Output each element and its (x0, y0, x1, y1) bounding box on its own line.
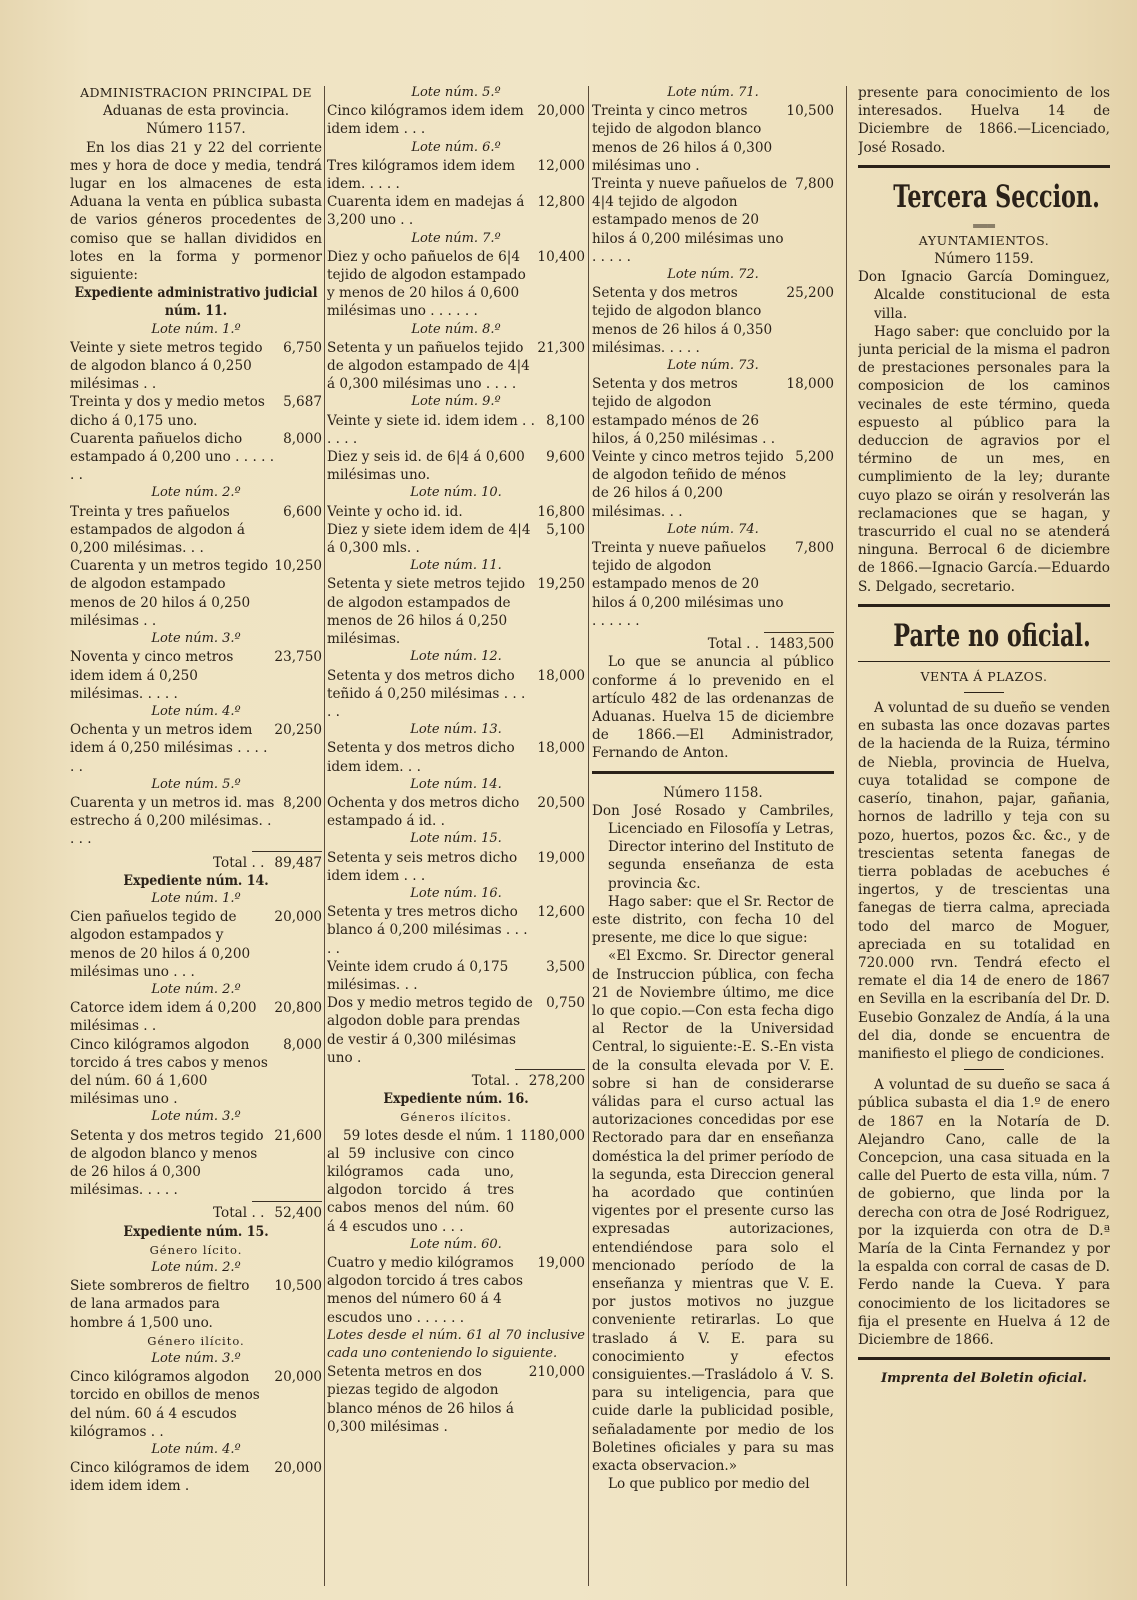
lot-item: Ochenta y dos metros dicho estampado á id. . 20,500 (327, 794, 585, 830)
section-rule (858, 165, 1110, 168)
total-row: Total. . 278,200 (471, 1072, 585, 1089)
lot-item: Setenta y tres metros dicho blanco á 0,200 milésimas . . . . . 12,600 (327, 904, 585, 957)
lot-item: Setenta y dos metros tejido de algodon blanco menos de 26 hilos á 0,350 milésimas. . . . . 25,200 (592, 285, 834, 356)
lot-item: Cien pañuelos tegido de algodon estampados y menos de 20 hilos á 0,200 milésimas uno . . . 20,000 (70, 909, 322, 980)
column-rule (588, 86, 589, 1586)
lot-item: Veinte y ocho id. id. 16,800 (327, 503, 585, 520)
lote-label: Lote núm. 16. (410, 885, 502, 901)
section-title: Parte no oficial. (893, 617, 1091, 654)
lot-item: Treinta y cinco metros tejido de algodon blanco menos de 26 hilos á 0,300 milésimas uno . 10,500 (592, 103, 834, 174)
section-rule (858, 1357, 1110, 1360)
lote-label: Lote núm. 11. (410, 558, 502, 574)
ornament: ═══ (973, 218, 995, 233)
lot-item: Dos y medio metros tegido de algodon doble para prendas de vestir á 0,300 milésimas uno . 0,750 (327, 995, 585, 1066)
paragraph: Lo que se anuncia al público conforme á lo prevenido en el artículo 482 de las ordenanzas de Aduanas. Huelva 15 de diciembre de 1866.—El Administrador, Fernando de Anton. (592, 654, 834, 762)
lot-item: Cuarenta y un metros tegido de algodon estampado menos de 20 hilos á 0,250 milésimas . . 10,250 (70, 558, 322, 629)
lote-label: Lote núm. 10. (410, 485, 502, 501)
lot-item: Setenta metros en dos piezas tegido de algodon blanco ménos de 26 hilos á 0,300 milésimas . 210,000 (327, 1364, 585, 1435)
lot-item: Setenta y dos metros tejido de algodon estampado ménos de 26 hilos, á 0,250 milésimas . . 18,000 (592, 376, 834, 447)
paragraph: Hago saber: que el Sr. Rector de este distrito, con fecha 10 del presente, me dice lo que sigue: (592, 893, 834, 947)
paragraph: Hago saber: que concluido por la junta pericial de la misma el padron de prestaciones personales para la composicion de los caminos vecinales de este término, queda espuesto al público para la deduccion de agravios por el término de un mes, en cumplimiento de la ley; durante cuyo plazo se oirán y resolverán las reclamaciones que se hagan, y trascurrido el cual no se atenderá ninguna. Berrocal 6 de diciembre de 1866.—Ignacio García.—Eduardo S. Delgado, secretario. (858, 323, 1110, 595)
total-rule (252, 1201, 322, 1202)
lote-label: Lote núm. 6.º (411, 139, 501, 155)
lot-item: Setenta y siete metros tejido de algodon estampados de menos de 26 hilos á 0,250 milésimas. 19,250 (327, 576, 585, 648)
lote-label: Lote núm. 13. (410, 722, 502, 738)
lot-item: Veinte y siete metros tegido de algodon blanco á 0,250 milésimas . . 6,750 (70, 339, 322, 393)
lot-item: Treinta y nueve pañuelos de 4|4 tejido de algodon estampado menos de 20 hilos á 0,200 milésimas uno . . . . . 7,800 (592, 176, 834, 265)
total-row: Total . . 52,400 (213, 1205, 322, 1222)
section-title: Tercera Seccion. (893, 178, 1100, 215)
lot-item: Setenta y seis metros dicho idem idem . . . 19,000 (327, 849, 585, 884)
lote-label: Lote núm. 9.º (411, 394, 501, 410)
lot-item: Cinco kilógramos de idem idem idem idem . 20,000 (70, 1460, 322, 1495)
genero-label: Género lícito. (149, 1242, 243, 1257)
lote-label: Lote núm. 4.º (151, 1442, 241, 1458)
lote-label: Lote núm. 2.º (151, 1260, 241, 1275)
lote-label: Lote núm. 5.º (151, 776, 241, 792)
lot-item: Veinte y cinco metros tejido de algodon teñido de ménos de 26 hilos á 0,200 milésimas. . . 5,200 (592, 449, 834, 520)
lote-label: Lote núm. 14. (410, 776, 502, 792)
notice-number: Número 1159. (934, 251, 1034, 268)
paragraph: Don Ignacio García Dominguez, Alcalde constitucional de esta villa. (858, 269, 1110, 322)
lot-item: Diez y ocho pañuelos de 6|4 tejido de algodon estampado y menos de 20 hilos á 0,600 milésimas uno . . . . . . 10,400 (327, 248, 585, 320)
expediente-heading: Expediente administrativo judicial núm. 11. (74, 285, 318, 320)
lote-label: Lote núm. 2.º (151, 485, 241, 501)
paragraph: presente para conocimiento de los interesados. Huelva 14 de Diciembre de 1866.—Licenciado, José Rosado. (858, 85, 1110, 156)
lot-item: Treinta y nueve pañuelos tejido de algodon estampado menos de 20 hilos á 0,200 milésimas uno . . . . . . 7,800 (592, 540, 834, 629)
lote-label: Lote núm. 7.º (411, 230, 501, 246)
paragraph: A voluntad de su dueño se venden en subasta las once dozavas partes de la hacienda de la Ruiza, término de Niebla, provincia de Huelva, cuya totalidad se compone de caserío, tinahon, pajar, gañania, hornos de ladrillo y teja con su pozo, huertos, pozos &c. &c., y de trescientas setenta fanegas de tierra pobladas de acebuches é ingertos, y de trescientas una fanegas de tierra calma, apreciada todo del marco de Moguer, apreciada en su totalidad en 720.000 rvn. Tendrá efecto el remate el dia 14 de enero de 1867 en Sevilla en la escribanía del Dr. D. Eusebio Gonzalez de Andía, á la una del dia, donde se encuentra de manifiesto el pliego de condiciones. (858, 700, 1110, 1062)
lote-label: Lote núm. 1.º (151, 321, 241, 337)
lot-item: Setenta y dos metros dicho teñido á 0,250 milésimas . . . . . 18,000 (327, 667, 585, 720)
lote-range-label: Lotes desde el núm. 61 al 70 inclusive cada uno conteniendo lo siguiente. (327, 1327, 585, 1362)
total-rule (252, 851, 322, 852)
section-heading: AYUNTAMIENTOS. (918, 232, 1050, 248)
lote-label: Lote núm. 5.º (411, 85, 501, 100)
subheading: Aduanas de esta provincia. (102, 103, 290, 120)
lot-item: Treinta y tres pañuelos estampados de algodon á 0,200 milésimas. . . 6,600 (70, 503, 322, 557)
paragraph: Don José Rosado y Cambriles, Licenciado en Filosofía y Letras, Director interino del Instituto de segunda enseñanza de esta provincia &c. (592, 802, 834, 892)
total-row: Total . . 1483,500 (707, 636, 834, 653)
lote-label: Lote núm. 1.º (151, 890, 241, 906)
notice-number: Número 1158. (663, 784, 763, 801)
lote-label: Lote núm. 72. (667, 267, 759, 283)
lot-item: Ochenta y un metros idem idem á 0,250 milésimas . . . . . . 20,250 (70, 722, 322, 775)
lote-label: Lote núm. 15. (410, 831, 502, 847)
short-rule (964, 692, 1004, 693)
section-heading: ADMINISTRACION PRINCIPAL DE (80, 85, 312, 100)
section-rule (858, 661, 1110, 662)
genero-label: Género ilícito. (147, 1333, 245, 1348)
lote-label: Lote núm. 2.º (151, 981, 241, 997)
expediente-heading: Expediente núm. 14. (123, 872, 269, 889)
lote-label: Lote núm. 60. (410, 1236, 502, 1252)
lot-item: Cuarenta y un metros id. mas estrecho á 0,200 milésimas. . . . . 8,200 (70, 794, 322, 848)
lot-item: Veinte y siete id. idem idem . . . . . . 8,100 (327, 412, 585, 447)
total-rule (515, 1069, 585, 1070)
lot-item: Diez y seis id. de 6|4 á 0,600 milésimas uno. 9,600 (327, 449, 585, 484)
expediente-heading: Expediente núm. 16. (383, 1091, 529, 1108)
paragraph: «El Excmo. Sr. Director general de Instruccion pública, con fecha 21 de Noviembre último, me dice lo que copio.—Con esta fecha digo al Rector de la Universidad Central, lo siguiente:-E. S.-En vista de la consulta elevada por V. E. sobre si han de considerarse válidas para el curso actual las autorizaciones concedidas por ese Rectorado para dar en enseñanza doméstica la del primer período de la segunda, esta Direccion general ha acordado que continúen vigentes por el presente curso las expresadas autorizaciones, entendiéndose para solo el mencionado período de la enseñanza y mientras que V. E. por justos motivos no juzgue conveniente retirarlas. Lo que traslado á V. E. para su conocimiento y efectos consiguientes.—Trasládolo á V. S. para su inteligencia, para que cuide darle la publicidad posible, señaladamente por medio de los Boletines oficiales y para su mas exacta observacion.» (592, 948, 834, 1475)
lot-item: Cuarenta idem en madejas á 3,200 uno . . 12,800 (327, 194, 585, 229)
lot-item: Noventa y cinco metros idem idem á 0,250 milésimas. . . . . 23,750 (70, 649, 322, 702)
lote-label: Lote núm. 74. (667, 521, 759, 537)
lote-label: Lote núm. 71. (667, 85, 759, 100)
total-rule (764, 632, 834, 633)
lote-label: Lote núm. 3.º (151, 1109, 241, 1125)
lot-item: Cinco kilógramos algodon torcido á tres cabos y menos del núm. 60 á 1,600 milésimas uno . 8,000 (70, 1036, 322, 1108)
section-heading: VENTA Á PLAZOS. (920, 668, 1048, 684)
column-1 (70, 84, 322, 1496)
column-2 (327, 84, 585, 1436)
paragraph: A voluntad de su dueño se saca á pública subasta el dia 1.º de enero de 1867 en la Notaría de D. Alejandro Cano, calle de la Concepcion, una casa situada en la calle del Puerto de esta villa, núm. 7 de gobierno, que linda por la derecha con otra de José Rodriguez, por la izquierda con otra de D.ª María de la Cinta Fernandez y por la espalda con corral de casas de D. Ferdo nande la Cueva. Y para conocimiento de los licitadores se fija el presente en Huelva á 12 de Diciembre de 1866. (858, 1077, 1110, 1348)
notice-number: Número 1157. (146, 121, 246, 138)
lote-label: Lote núm. 3.º (151, 1351, 241, 1367)
lote-label: Lote núm. 73. (667, 358, 759, 374)
lot-item: Diez y siete idem idem de 4|4 á 0,300 mls. . 5,100 (327, 521, 585, 557)
lot-item: Treinta y dos y medio metos dicho á 0,175 uno. 5,687 (70, 394, 322, 429)
paragraph: Lo que publico por medio del (608, 1476, 810, 1493)
total-row: Total . . 89,487 (213, 854, 322, 871)
short-rule (964, 1069, 1004, 1070)
lot-item: Cinco kilógramos algodon torcido en obillos de menos del núm. 60 á 4 escudos kilógramos . . 20,000 (70, 1369, 322, 1440)
lot-item: Tres kilógramos idem idem idem. . . . . 12,000 (327, 157, 585, 193)
column-rule (324, 86, 325, 1586)
lote-label: Lote núm. 12. (410, 649, 502, 665)
lot-item: Veinte idem crudo á 0,175 milésimas. . . 3,500 (327, 958, 585, 993)
lot-item: 59 lotes desde el núm. 1 al 59 inclusive con cinco kilógramos cada uno, algodon torcido á tres cabos menos del núm. 60 á 4 escudos uno . . . 1180,000 (327, 1127, 585, 1235)
printer-imprint: Imprenta del Boletin oficial. (881, 1371, 1087, 1387)
lot-item: Cinco kilógramos idem idem idem idem . . . 20,000 (327, 103, 585, 138)
lot-item: Cuatro y medio kilógramos algodon torcido á tres cabos menos del número 60 á 4 escudos uno . . . . . . 19,000 (327, 1255, 585, 1326)
lot-item: Siete sombreros de fieltro de lana armados para hombre á 1,500 uno. 10,500 (70, 1278, 322, 1331)
lote-label: Lote núm. 4.º (151, 703, 241, 719)
lot-item: Catorce idem idem á 0,200 milésimas . . 20,800 (70, 1000, 322, 1035)
lot-item: Cuarenta pañuelos dicho estampado á 0,200 uno . . . . . . . 8,000 (70, 430, 322, 484)
lote-label: Lote núm. 8.º (411, 321, 501, 337)
section-rule (592, 771, 834, 774)
lote-label: Lote núm. 3.º (151, 631, 241, 647)
column-4 (858, 84, 1110, 1388)
lot-item: Setenta y dos metros dicho idem idem. . . 18,000 (327, 740, 585, 775)
expediente-heading: Expediente núm. 15. (123, 1223, 269, 1240)
lot-item: Setenta y dos metros tegido de algodon blanco y menos de 26 hilos á 0,300 milésimas. . . . . 21,600 (70, 1127, 322, 1199)
column-rule (846, 86, 847, 1586)
lot-item: Setenta y un pañuelos tejido de algodon estampado de 4|4 á 0,300 milésimas uno . . . . 21,300 (327, 339, 585, 393)
section-rule (858, 604, 1110, 607)
paragraph: En los dias 21 y 22 del corriente mes y hora de doce y media, tendrá lugar en los almacenes de esta Aduana la venta en pública subasta de varios géneros procedentes de comiso que se hallan divididos en lotes en la forma y pormenor siguiente: (70, 139, 322, 284)
column-3 (592, 84, 834, 1493)
genero-label: Géneros ilícitos. (400, 1110, 512, 1125)
